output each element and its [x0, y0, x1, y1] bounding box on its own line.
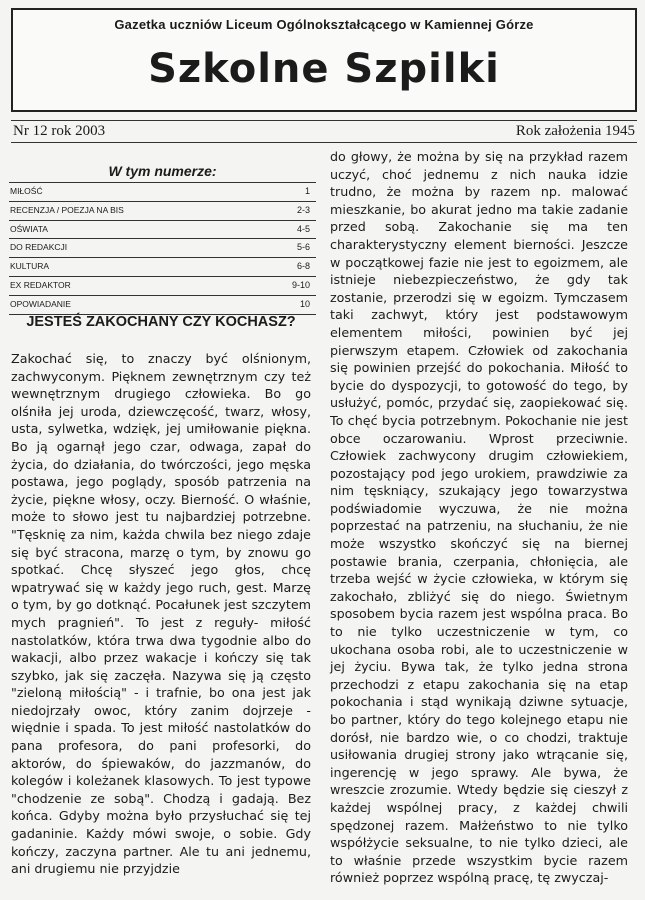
toc-label: OŚWIATA: [10, 223, 48, 234]
toc-row: [9, 221, 316, 240]
toc-row: [9, 202, 316, 221]
toc-row: [9, 296, 316, 315]
toc-page: 6-8: [296, 261, 310, 272]
founded-year: Rok założenia 1945: [515, 123, 635, 139]
toc-page: 10: [299, 298, 310, 309]
article-right-column: [330, 148, 628, 887]
newspaper-title: Szkolne Szpilki: [148, 46, 500, 92]
toc-row: [9, 277, 316, 296]
toc-page: 2-3: [296, 204, 310, 215]
issue-number: Nr 12 rok 2003: [13, 123, 106, 139]
table-of-contents: [9, 160, 316, 315]
toc-row: [9, 183, 316, 202]
masthead-subtitle: Gazetka uczniów Liceum Ogólnokształcącego w Kamiennej Górze: [114, 17, 534, 32]
article-body-left: Zakochać się, to znaczy być olśnionym, zachwyconym. Pięknem zewnętrznym czy też wewnętrznym drugiego człowieka. Bo go olśniła jej uroda, dziewczęcość, twarz, włosy, usta, sylwetka, wdzięk, jej umiłowanie piękna. Bo ją ogarnął jego czar, odwaga, zapał do życia, do działania, do twórczości, jego męska postawa, jego poglądy, sposób patrzenia na życie, piękne włosy, oczy. Bierność. O właśnie, może to słowo jest tu najbardziej potrzebne. "Tęsknię za nim, każda chwila bez niego zdaje się być stracona, marzę o tym, by znowu go spotkać. Chcę słyszeć jego głos, chcę wpatrywać się w każdy jego ruch, gest. Marzę o tym, by go dotknąć. Pocałunek jest szczytem mych pragnień". To jest z reguły- miłość nastolatków, która trwa dwa tygodnie albo do wakacji, albo przez wakacje i kończy się tak szybko, jak się zaczęła. Nazywa się ją często "zieloną miłością" - i trafnie, bo ona jest jak niedojrzały owoc, który zanim dojrzeje - więdnie i spada. To jest miłość nastolatków do pana profesora, do pani profesorki, do aktorów, do śpiewaków, do jazzmanów, do kolegów i koleżanek klasowych. To jest typowe "chodzenie ze sobą". Chodzą i gadają. Bez końca. Gdyby można było przysłuchać się tej gadaninie. Każdy mówi swoje, o sobie. Gdy kończy, zaczyna partner. Ale tu ani jednemu, ani drugiemu nie przyjdzie: [11, 351, 311, 877]
toc-row: [9, 239, 316, 258]
article-body-right: do głowy, że można by się na przykład razem uczyć, choć jednemu z nich nauka idzie trudno, że można by razem np. malować mieszkanie, bo akurat jedno ma takie zadanie przed sobą. Zakochanie się ma ten charakterystyczny element bierności. Jeszcze w początkowej fazie nie jest to egoizmem, ale istnieje niebezpieczeństwo, że gdy tak zostanie, przerodzi się w egoizm. Tymczasem taki zachwyt, który jest podstawowym elementem miłości, powinien być jej pierwszym etapem. Człowiek od zakochania się powinien przejść do pokochania. Miłość to bycie do dyspozycji, to gotowość do tego, by usłużyć, pomóc, przydać się, zaopiekować się. To chęć bycia potrzebnym. Pokochanie nie jest obce oczarowaniu. Wprost przeciwnie. Człowiek zachwycony drugim człowiekiem, pozostający pod jego urokiem, prawdziwie za nim tęskniący, szukający jego towarzystwa podświadomie wyczuwa, że nie można poprzestać na patrzeniu, na słuchaniu, że nie może wszystko skończyć się na biernej postawie brania, czerpania, chłonięcia, ale trzeba wejść w życie człowieka, w którym się zakochało, zbliżyć się do niego. Świetnym sposobem bycia razem jest wspólna praca. Bo to nie tylko uczestniczenie w tym, co ukochana osoba robi, ale to uczestniczenie w jej życiu. Bywa tak, że tylko jedna strona przechodzi z etapu zakochania się na etap pokochania i stąd wynikają dziwne sytuacje, bo partner, który do tego kolejnego etapu nie dorósł, nie bardzo wie, o co chodzi, traktuje usiłowania drugiej strony jako wtrącanie się, ingerencję w jego sprawy. Ale bywa, że wreszcie zrozumie. Wtedy będzie się cieszył z każdej wspólnej pracy, z każdej chwili spędzonej razem. Małżeństwo to nie tylko współżycie seksualne, to nie tylko dzieci, ale to właśnie przede wszystkim bycie razem również poprzez wspólną pracę, tę zwyczaj-: [330, 149, 628, 886]
toc-label: RECENZJA / POEZJA NA BIS: [10, 204, 124, 215]
article-left-column: [11, 314, 311, 878]
article-heading: JESTEŚ ZAKOCHANY CZY KOCHASZ?: [26, 314, 296, 330]
toc-row: [9, 258, 316, 277]
toc-page: 4-5: [296, 223, 310, 234]
toc-page: 5-6: [296, 242, 310, 253]
toc-label: DO REDAKCJI: [10, 242, 68, 253]
toc-label: OPOWIADANIE: [10, 298, 71, 309]
toc-label: EX REDAKTOR: [10, 279, 71, 290]
toc-label: KULTURA: [10, 261, 50, 272]
toc-title: W tym numerze:: [9, 160, 316, 183]
toc-page: 9-10: [291, 279, 310, 290]
issue-bar: [11, 120, 637, 143]
toc-page: 1: [304, 186, 310, 196]
toc-label: MIŁOŚĆ: [10, 186, 43, 196]
masthead: [11, 8, 637, 112]
